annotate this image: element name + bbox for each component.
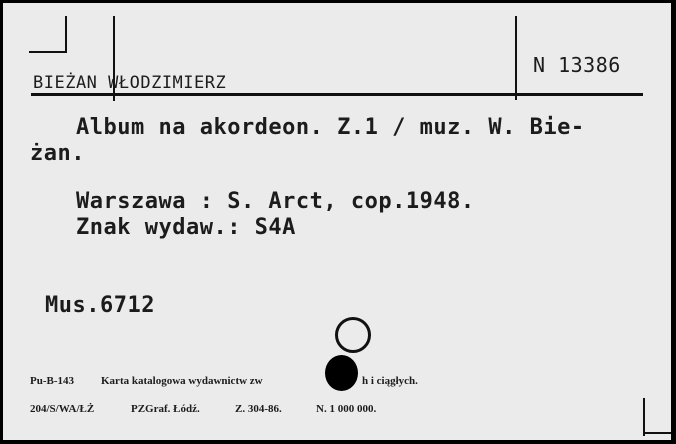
top-left-tick-horizontal — [29, 51, 67, 53]
form-code: Pu-B-143 — [30, 375, 74, 387]
catalog-number: N 13386 — [533, 53, 621, 77]
heading-rule — [31, 93, 643, 96]
right-margin-rule — [515, 16, 517, 100]
form-title-start: Karta katalogowa wydawnictw zw — [101, 375, 263, 387]
form-title-end: h i ciągłych. — [362, 375, 418, 387]
punch-hole — [325, 355, 358, 391]
imprint-line: Warszawa : S. Arct, cop.1948. — [76, 189, 475, 214]
print-run: N. 1 000 000. — [316, 403, 377, 415]
bottom-right-tick-horizontal — [643, 432, 671, 434]
author-heading: BIEŻAN WŁODZIMIERZ — [33, 73, 227, 93]
printer-name: PZGraf. Łódź. — [131, 403, 200, 415]
title-line-1: Album na akordeon. Z.1 / muz. W. Bie- — [76, 115, 585, 140]
bottom-right-tick-vertical — [643, 398, 645, 436]
top-left-tick-vertical — [65, 16, 67, 53]
publisher-number-line: Znak wydaw.: S4A — [76, 215, 296, 240]
shelf-mark: Mus.6712 — [45, 293, 155, 318]
order-code: 204/S/WA/ŁŻ — [30, 403, 95, 415]
catalog-card — [3, 3, 671, 440]
title-line-2: żan. — [30, 141, 85, 166]
punch-hole-ring — [335, 317, 371, 353]
order-number: Z. 304-86. — [235, 403, 282, 415]
